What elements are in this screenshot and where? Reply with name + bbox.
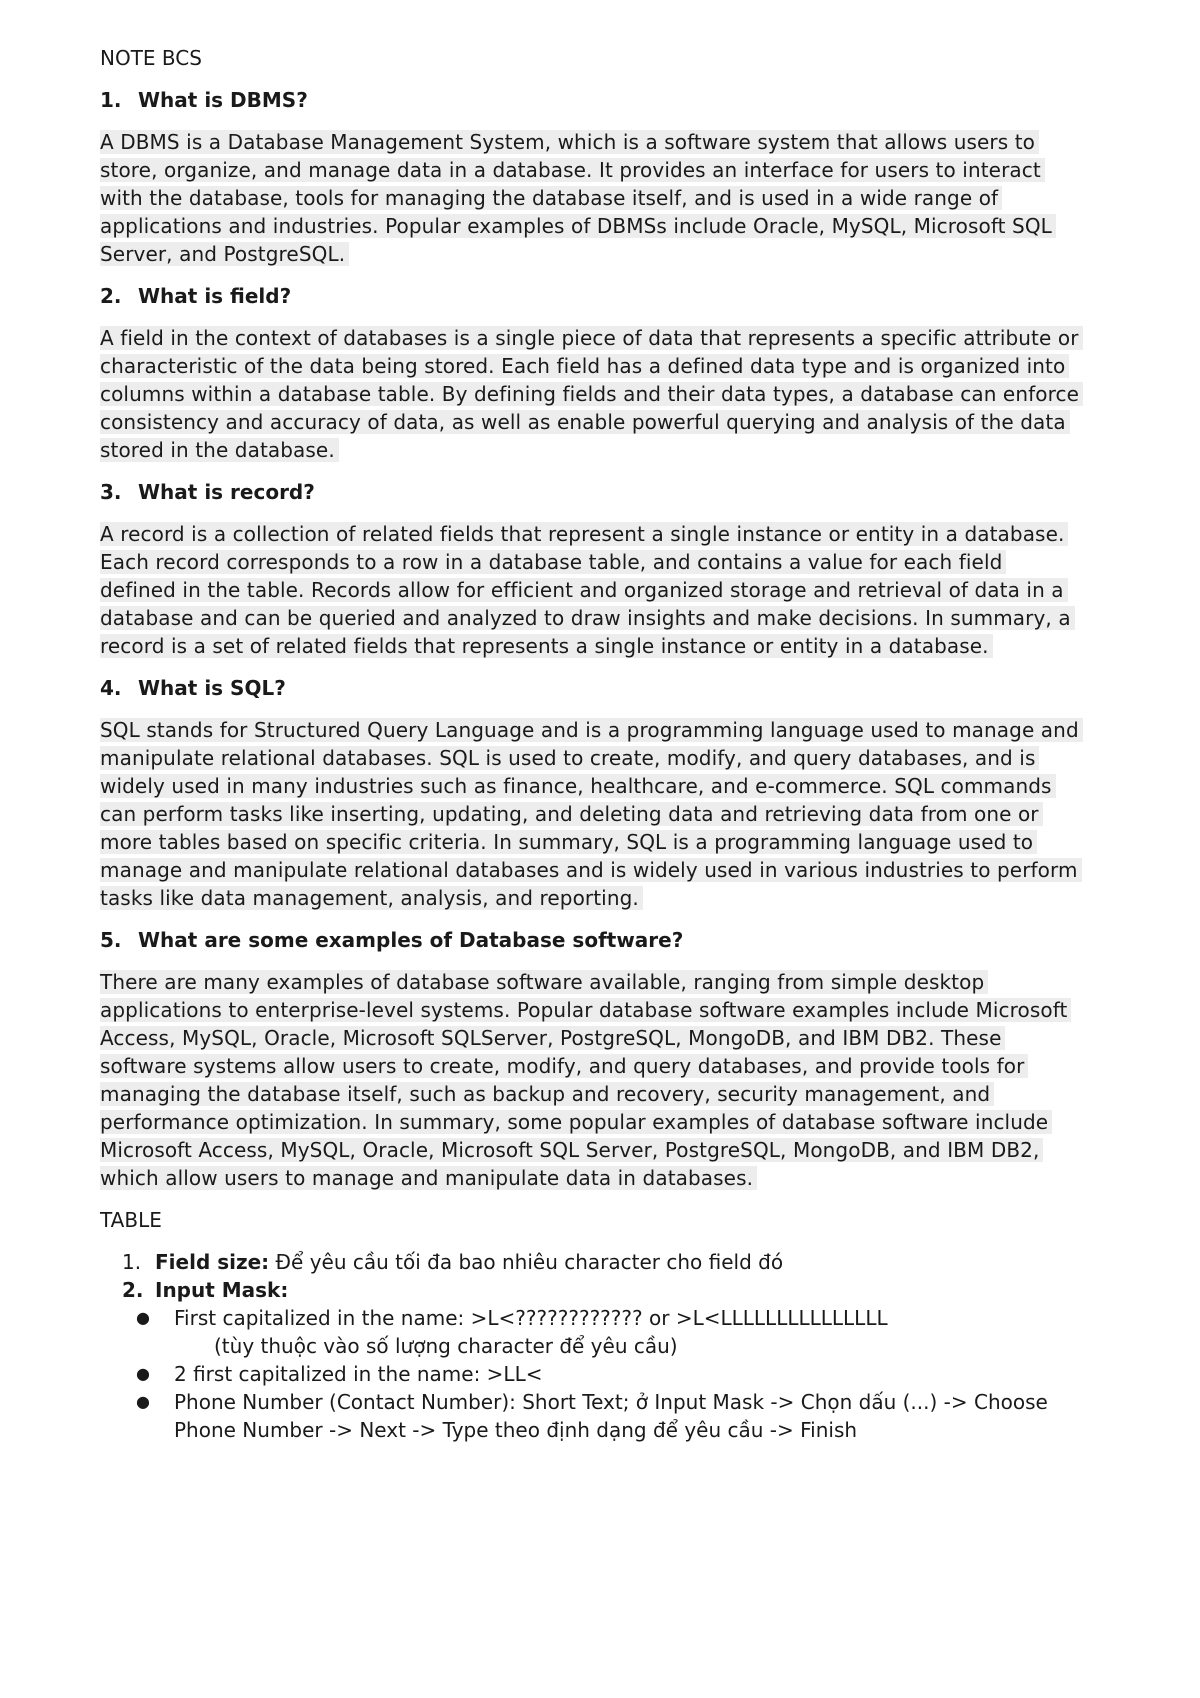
bullet-content [174,1304,1074,1360]
bullet-content [174,1360,1074,1388]
bullet-text: Phone Number (Contact Number): Short Text; ở Input Mask -> Chọn dấu (...) -> Choose Phone Number -> Next -> Type theo định dạng để yêu cầu -> Finish [174,1390,1048,1442]
table-numbered-list [100,1248,1100,1304]
question-heading-2 [100,282,1100,310]
bullet-text: First capitalized in the name: >L<???????????? or >L<LLLLLLLLLLLLLLL [174,1306,888,1330]
question-number: 2. [100,284,122,308]
document-title: NOTE BCS [100,46,202,70]
question-number: 5. [100,928,122,952]
list-item-label: Field size: [155,1250,270,1274]
bullet-subtext: (tùy thuộc vào số lượng character để yêu cầu) [214,1334,678,1358]
question-number: 1. [100,88,122,112]
question-text: What is DBMS? [138,88,308,112]
question-number: 3. [100,480,122,504]
question-heading-3 [100,478,1100,506]
question-text: What is field? [138,284,292,308]
question-text: What are some examples of Database software? [138,928,684,952]
list-item-content [155,1276,288,1304]
bullet-icon: ● [136,1392,150,1411]
list-item-label: Input Mask: [155,1278,289,1302]
question-text: What is SQL? [138,676,286,700]
list-item [122,1276,1100,1304]
question-heading-5 [100,926,1100,954]
list-number: 2. [122,1278,144,1302]
bullet-text: 2 first capitalized in the name: >LL< [174,1362,543,1386]
bullet-icon: ● [136,1308,150,1327]
list-item-text: Để yêu cầu tối đa bao nhiêu character cho field đó [269,1250,784,1274]
question-number: 4. [100,676,122,700]
answer-paragraph-4 [100,716,1080,912]
bullet-content [174,1388,1074,1444]
answer-paragraph-3 [100,520,1080,660]
list-number: 1. [122,1250,142,1274]
answer-paragraph-5 [100,968,1080,1192]
answer-text: There are many examples of database software available, ranging from simple desktop applications to enterprise-level systems. Popular database software examples include Microsoft Access, MySQL, Oracle, Microsoft SQLServer, PostgreSQL, MongoDB, and IBM DB2. These software systems allow users to create, modify, and query databases, and provide tools for managing the database itself, such as backup and recovery, security management, and performance optimization. In summary, some popular examples of database software include Microsoft Access, MySQL, Oracle, Microsoft SQL Server, PostgreSQL, MongoDB, and IBM DB2, which allow users to manage and manipulate data in databases. [100,970,1071,1190]
bullet-icon: ● [136,1364,150,1383]
question-heading-4 [100,674,1100,702]
bullet-item [136,1360,1100,1388]
answer-text: A DBMS is a Database Management System, which is a software system that allows users to store, organize, and manage data in a database. It provides an interface for users to interact with the database, tools for managing the database itself, and is used in a wide range of applications and industries. Popular examples of DBMSs include Oracle, MySQL, Microsoft SQL Server, and PostgreSQL. [100,130,1056,266]
answer-text: A field in the context of databases is a single piece of data that represents a specific attribute or characteristic of the data being stored. Each field has a defined data type and is organized into columns within a database table. By defining fields and their data types, a database can enforce consistency and accuracy of data, as well as enable powerful querying and analysis of the data stored in the database. [100,326,1083,462]
bullet-item [136,1388,1100,1444]
answer-text: SQL stands for Structured Query Language and is a programming language used to manage and manipulate relational databases. SQL is used to create, modify, and query databases, and is widely used in many industries such as finance, healthcare, and e-commerce. SQL commands can perform tasks like inserting, updating, and deleting data and retrieving data from one or more tables based on specific criteria. In summary, SQL is a programming language used to manage and manipulate relational databases and is widely used in various industries to perform tasks like data management, analysis, and reporting. [100,718,1083,910]
question-heading-1 [100,86,1100,114]
answer-text: A record is a collection of related fields that represent a single instance or entity in a database. Each record corresponds to a row in a database table, and contains a value for each field defined in the table. Records allow for efficient and organized storage and retrieval of data in a database and can be queried and analyzed to draw insights and make decisions. In summary, a record is a set of related fields that represents a single instance or entity in a database. [100,522,1075,658]
list-item-content [155,1248,783,1276]
answer-paragraph-1 [100,128,1080,268]
input-mask-bullet-list [100,1304,1100,1444]
answer-paragraph-2 [100,324,1080,464]
question-text: What is record? [138,480,315,504]
section-title-table: TABLE [100,1208,162,1232]
list-item [122,1248,1100,1276]
bullet-item [136,1304,1100,1360]
